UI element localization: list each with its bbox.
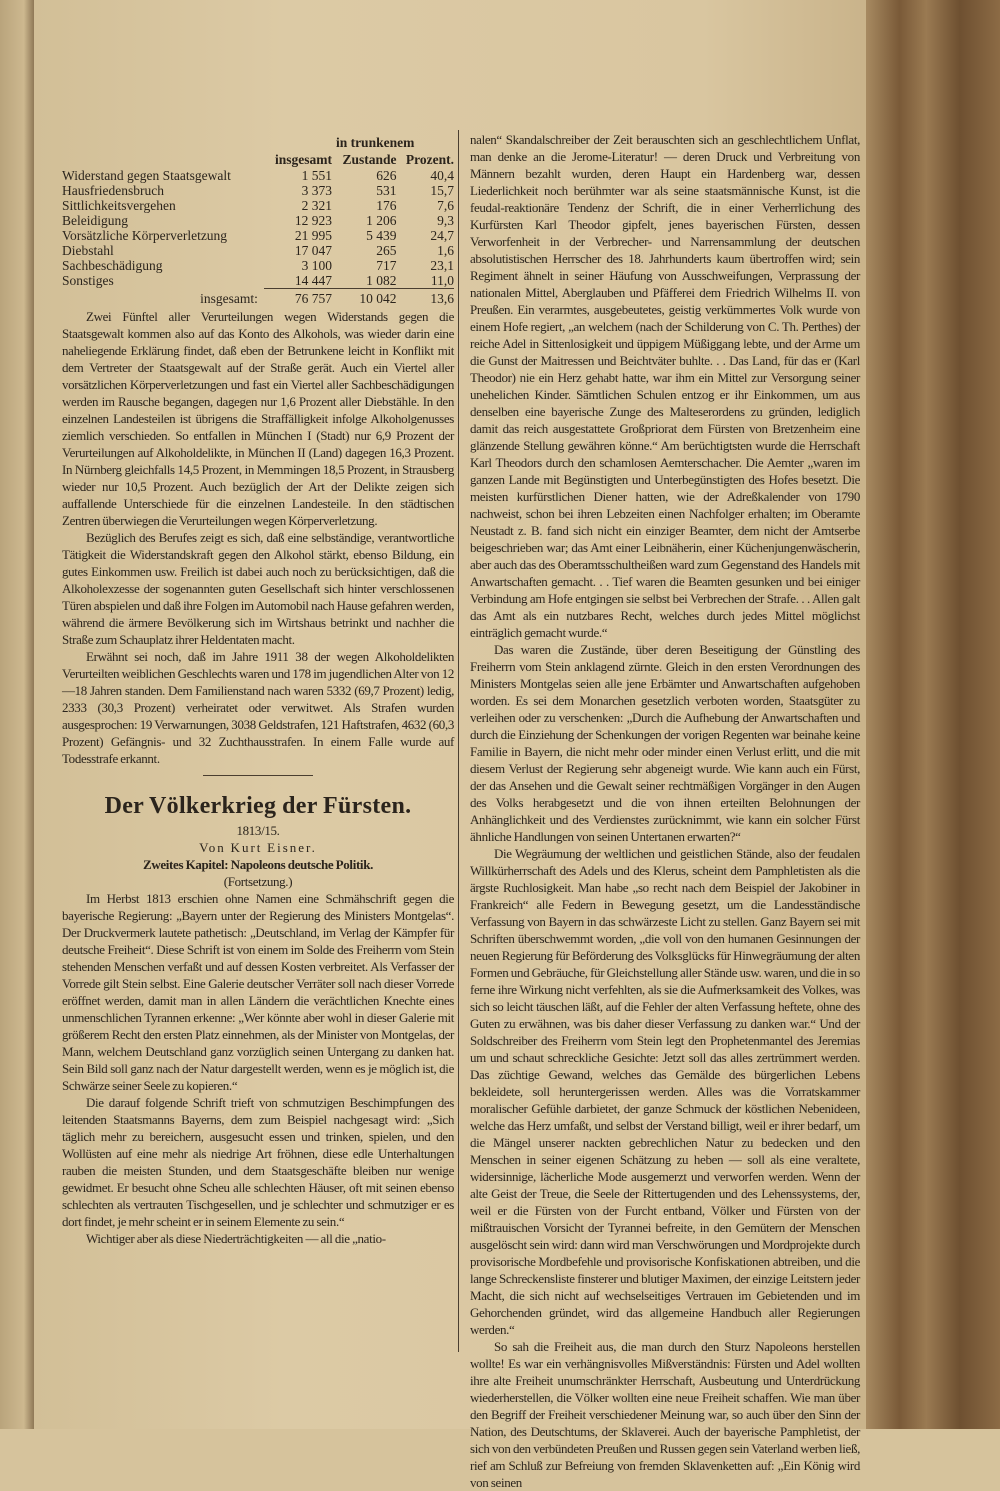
row-percent: 23,1 <box>430 258 454 273</box>
row-total: 3 373 <box>301 183 332 198</box>
row-percent: 24,7 <box>430 228 454 243</box>
row-total: 2 321 <box>301 198 332 213</box>
table-row <box>62 198 454 213</box>
row-drunk: 5 439 <box>366 228 397 243</box>
paragraph: nalen“ Skandalschreiber der Zeit berauschten sich an geschlechtlichem Unflat, man denke an die Jerome-Literatur! — deren Druck und Verbreitung von Männern bezahlt wurden, deren Haupt ein Hardenberg war, dessen Liederlichkeit noch berühmter war als seine staatsmännische Kunst, ist die feudal-reaktionäre Tendenz der Schrift, die in einer Verherrlichung des Kurfürsten Karl Theodor gipfelt, jenes bayerischen Fürsten, dessen Verworfenheit in der Verbrecher- und Narrensammlung der deutschen absolutistischen Herrscher des 18. Jahrhunderts kaum übertroffen wird; sein Regiment ähnelt in seiner Häufung von Ausschweifungen, Verprassung der nationalen Mittel, Aberglauben und Pfäfferei dem Friedrich Wilhelms II. von Preußen. Ein verarmtes, ausgebeutetes, geistig verkümmertes Volk wurde von einem Hofe regiert, „an welchem (nach der Schilderung von C. Th. Perthes) der reiche Adel in Sittenlosigkeit und üppigem Müßiggang lebte, und der Arme um die Gunst der Maitressen und Beichtväter buhlte. . . Das Land, für das er (Karl Theodor) nie ein Herz gehabt hatte, war ihm ein Mittel zur Versorgung seiner unehelichen Kinder. Sämtlichen Schulen entzog er ihr Einkommen, um aus denselben eine bayerische Zunge des Malteserordens zu gründen, lediglich damit das reich ausgestattete Großpriorat dem Fürsten von Bretzenheim eine glänzende Stellung gewähren könne.“ Am berüchtigtsten wurde die Herrschaft Karl Theodors durch den schamlosen Aemterschacher. Die Aemter „waren im ganzen Lande mit Begünstigten und Unterbegünstigten des Hofes besetzt. Die meisten kurfürstlichen Diener hatten, wie der Adreßkalender von 1790 nachweist, schon bei ihren Lebzeiten einen Nachfolger erhalten; im Oberamte Neustadt z. B. fand sich nicht ein einziger Beamter, dem nicht der Amtserbe beigeschrieben war; das Amt einer Leibnäherin, einer Küchenjungenwäscherin, aber auch das des Oberamtsschultheißen ward zum Gegenstand des Handels mit Anwartschaften gemacht. . . Tief waren die Beamten gesunken und bei einiger Verbindung am Hofe entgingen sie selbst bei Verbrechen der Strafe. . . Allen galt das Amt als ein nutzbares Recht, welches durch jedes Mittel möglichst einträglich gemacht wurde.“ <box>470 132 860 640</box>
row-label: Sachbeschädigung <box>62 258 163 273</box>
article-continuation: (Fortsetzung.) <box>223 874 293 889</box>
adjacent-page-edge <box>0 0 34 1429</box>
row-label: Diebstahl <box>62 243 114 258</box>
row-total: 14 447 <box>294 273 332 288</box>
article-years: 1813/15. <box>236 823 280 838</box>
row-drunk: 1 082 <box>366 273 397 288</box>
col-header-total: insgesamt <box>274 151 332 167</box>
table-row <box>62 168 454 183</box>
row-percent: 11,0 <box>430 273 454 288</box>
article-chapter: Zweites Kapitel: Napoleons deutsche Politik. <box>143 857 373 872</box>
row-percent: 1,6 <box>437 243 454 258</box>
col-header-drunk: Zustande <box>342 151 397 167</box>
book-binding <box>866 0 1000 1429</box>
table-row <box>62 243 454 258</box>
row-label: Sonstiges <box>62 273 114 289</box>
row-label: Beleidigung <box>62 213 128 228</box>
total-pct: 13,6 <box>397 289 455 307</box>
row-drunk: 265 <box>376 243 397 258</box>
section-rule <box>203 775 313 776</box>
row-total: 1 551 <box>301 168 332 183</box>
paragraph: Zwei Fünftel aller Verurteilungen wegen Widerstands gegen die Staatsgewalt kommen also auf das Konto des Alkohols, was wieder darin eine naheliegende Erklärung findet, daß eben der Betrunkene leicht in Konflikt mit dem Vertreter der Staatsgewalt auf der Straße gerät. Auch ein Viertel aller vorsätzlichen Körperverletzungen und fast ein Viertel aller Sachbeschädigungen werden im Rausche begangen, dagegen nur 1,6 Prozent aller Diebstähle. In den einzelnen Landesteilen ist übrigens die Straffälligkeit infolge Alkoholgenusses ziemlich verschieden. So entfallen in München I (Stadt) nur 6,9 Prozent der Verurteilungen auf Alkoholdelikte, in München II (Land) dagegen 16,3 Prozent. In Nürnberg gleichfalls 14,5 Prozent, in Memmingen 18,5 Prozent, in Strausberg wieder nur 10,5 Prozent. Auch bezüglich der Art der Delikte zeigen sich auffallende Unterschiede für die einzelnen Landesteile. In den städtischen Zentren überwiegen die Verurteilungen wegen Körperverletzung. <box>62 309 454 528</box>
paragraph: Bezüglich des Berufes zeigt es sich, daß eine selbständige, verantwortliche Tätigkeit die Widerstandskraft gegen den Alkohol stärkt, ebenso Bildung, ein gutes Einkommen usw. Freilich ist dabei auch noch zu berücksichtigen, daß die Alkoholexzesse der sogenannten guten Gesellschaft sich hinter verschlossenen Türen abspielen und daß ihre Folgen im Automobil nach Hause gefahren werden, während die ärmere Bevölkerung sich im Wirtshaus betrinkt und nachher die Straße zum Schauplatz ihrer Heldentaten macht. <box>62 530 454 647</box>
paragraph: Im Herbst 1813 erschien ohne Namen eine Schmähschrift gegen die bayerische Regierung: „Bayern unter der Regierung des Ministers Montgelas“. Der Druckvermerk lautete pathetisch: „Deutschland, im Verlag der Kämpfer für deutsche Freiheit“. Diese Schrift ist von einem im Solde des Freiherrn vom Stein stehenden Menschen verfaßt und auf dessen Kosten verbreitet. Als Verfasser der Vorrede gilt Stein selbst. Eine Galerie deutscher Verräter soll nach dieser Vorrede eröffnet werden, damit man in allen Ländern die verächtlichen Knechte eines unmenschlichen Tyrannen erkenne: „Wer könnte aber wohl in dieser Galerie mit größerem Recht den ersten Platz einnehmen, als der Minister von Montgelas, der Mann, welchem Deutschland ganz vorzüglich seinen Untergang zu danken hat. Sein Bild soll ganz nach der Natur dargestellt werden, wenn es je möglich ist, die Schwärze seiner Seele zu kopieren.“ <box>62 891 454 1093</box>
row-percent: 7,6 <box>437 198 454 213</box>
row-total: 21 995 <box>294 228 332 243</box>
col-header-percent: Prozent. <box>405 151 454 167</box>
paragraph: Erwähnt sei noch, daß im Jahre 1911 38 der wegen Alkoholdelikten Verurteilten weiblichen Geschlechts waren und 178 im jugendlichen Alter von 12—18 Jahren standen. Dem Familienstand nach waren 5332 (69,7 Prozent) ledig, 2333 (30,3 Prozent) verheiratet oder verwitwet. Als Strafen wurden ausgesprochen: 19 Verwarnungen, 3038 Geldstrafen, 121 Haftstrafen, 4632 (60,3 Prozent) Gefängnis- und 32 Zuchthausstrafen. In einem Falle wurde auf Todesstrafe erkannt. <box>62 649 454 766</box>
paragraph: Die darauf folgende Schrift trieft von schmutzigen Beschimpfungen des leitenden Staatsmanns Bayerns, dem zum Beispiel nachgesagt wird: „Sich täglich mehr zu bereichern, ausgesucht essen und trinken, spielen, und den Wollüsten auf eine mehr als niedrige Art fröhnen, diese edle Unterhaltungen rauben die meisten Stunden, und dem Staatsgeschäfte bleiben nur wenige gewidmet. Er besucht ohne Scheu alle schlechten Häuser, oft mit seinen ebenso schlechten als vertrauten Tischgesellen, und je schlechter und schmutziger er es dort findet, je mehr scheint er in seinem Elemente zu sein.“ <box>62 1095 454 1229</box>
row-percent: 9,3 <box>437 213 454 228</box>
row-label: Widerstand gegen Staatsgewalt <box>62 168 231 183</box>
table-total-row <box>62 289 454 307</box>
row-label: Sittlichkeitsvergehen <box>62 198 176 213</box>
table-row <box>62 258 454 273</box>
column-divider <box>458 130 459 1352</box>
row-percent: 40,4 <box>430 168 454 183</box>
row-drunk: 176 <box>376 198 397 213</box>
article-author: Von Kurt Eisner. <box>199 840 317 855</box>
row-drunk: 717 <box>376 258 397 273</box>
row-drunk: 626 <box>376 168 397 183</box>
table-row <box>62 183 454 198</box>
table-row <box>62 273 454 289</box>
table-row <box>62 213 454 228</box>
alcohol-offenses-table <box>62 135 454 306</box>
paragraph: Wichtiger aber als diese Niederträchtigkeiten — all die „natio- <box>86 1231 386 1246</box>
right-column <box>470 131 860 1491</box>
total-value: 76 757 <box>264 289 332 307</box>
row-drunk: 1 206 <box>366 213 397 228</box>
table-row <box>62 228 454 243</box>
total-drunk: 10 042 <box>332 289 397 307</box>
left-column <box>62 135 454 1247</box>
paragraph: So sah die Freiheit aus, die man durch den Sturz Napoleons herstellen wollte! Es war ein verhängnisvolles Mißverständnis: Fürsten und Adel wollten ihre alte Freiheit unumschränkter Herrschaft, Ausbeutung und Unterdrückung wiederherstellen, die Völker wollten eine neue Freiheit schaffen. Wie man über den Begriff der Freiheit verschiedener Meinung war, so auch über den Sinn der Nation, des Deutschtums, der Sklaverei. Auch der bayerische Pamphletist, der sich von den verbündeten Preußen und Russen gegen sein Vaterland werben ließ, rief am Schluß zur Befreiung von fremden Sklavenketten auf: „Ein König wird von seinen <box>470 1339 860 1490</box>
row-percent: 15,7 <box>430 183 454 198</box>
row-total: 17 047 <box>294 243 332 258</box>
article-title: Der Völkerkrieg der Fürsten. <box>104 793 412 819</box>
table-header-top: in trunkenem <box>335 135 415 150</box>
row-total: 3 100 <box>301 258 332 273</box>
row-label: Hausfriedensbruch <box>62 183 164 198</box>
row-total: 12 923 <box>294 213 332 228</box>
row-label: Vorsätzliche Körperverletzung <box>62 228 228 243</box>
row-drunk: 531 <box>376 183 397 198</box>
paragraph: Die Wegräumung der weltlichen und geistlichen Stände, also der feudalen Willkürherrschaft des Adels und des Klerus, scheint dem Pamphletisten als die ärgste Ruchlosigkeit. Man habe „so recht nach dem Beispiel der Jakobiner in Frankreich“ alle Federn in Bewegung gesetzt, um die Landesständische Verfassung von Bayern in das schwärzeste Licht zu stellen. Ganz Bayern sei mit Schriften überschwemmt worden, „die voll von den humanen Gesinnungen der neuen Regierung für Beförderung des Volksglücks für Hinwegräumung der alten Formen und Gebräuche, für Gleichstellung aller Stände usw. waren, und die in so ferne ihre Wirkung nicht verfehlten, als sie die Aufmerksamkeit des Volkes, was sich so leicht täuschen läßt, auf die Fehler der alten Verfassung heftete, ohne des Guten zu erwähnen, was bis daher dieser Verfassung zu danken war.“ Und der Soldschreiber des Freiherrn vom Stein legt den Prophetenmantel des Jeremias um und schaut schreckliche Gesichte: Jetzt soll das alles zertrümmert werden. Das züchtige Gewand, welches das Gemälde des bürgerlichen Lebens bekleidete, soll heruntergerissen werden. Alles was die Vorratskammer moralischer Gefühle darbietet, der ganze Schmuck der köstlichen Nebenideen, welche das Herz umfaßt, und selbst der Verstand billigt, weil er ihrer bedarf, um die Mängel unserer nackten gebrechlichen Natur zu bedecken und den Menschen in seiner eigenen Schätzung zu heben — soll als eine veraltete, widersinnige, lächerliche Mode ausgemerzt und verworfen werden. Wenn der alte Geist der Treue, die Seele der Rittertugenden und des Lehenssystems, der, weil er die Fürsten von der Furcht entband, Völker und Fürsten von der mißtrauischen Vorsicht der Tyrannei befreite, in den Gemütern der Menschen ausgelöscht sein wird: dann wird man Verschwörungen und Mordprojekte durch provisorische Mordbefehle und provisorische Konfiskationen abtreiben, und die lange Schreckensliste finsterer und blutiger Maximen, der einzige Leitstern jeder Macht, die sich nicht auf wechselseitiges Vertrauen im Gebietenden und im Gehorchenden gründet, wird das allgemeine Handbuch aller Regierungen werden.“ <box>470 846 860 1337</box>
paragraph: Das waren die Zustände, über deren Beseitigung der Günstling des Freiherrn vom Stein anklagend zürnte. Gleich in den ersten Verordnungen des Ministers Montgelas seien alle jene Erbämter und Anwartschaften aufgehoben worden. Es sei dem Monarchen gesetzlich verboten worden, Staatsgüter zu verleihen oder zu verschenken: „Durch die Aufhebung der Anwartschaften und durch die Einziehung der Schenkungen der vorigen Regenten war beinahe keine Familie in Bayern, die nicht mehr oder minder einen Verlust erlitt, und die mit diesem Verlust der Regierung sehr abgeneigt wurde. Wie kann auch ein Fürst, der das Ansehen und die Gewalt seiner rechtmäßigen Vorgänger in den Augen des Volks herabgesetzt und die von ihnen erteilten Belohnungen der Anhänglichkeit und des Verdienstes zurücknimmt, wie kann ein solcher Fürst ähnliche Handlungen von seinen Untertanen erwarten?“ <box>470 642 860 844</box>
total-label: insgesamt: <box>200 290 258 306</box>
